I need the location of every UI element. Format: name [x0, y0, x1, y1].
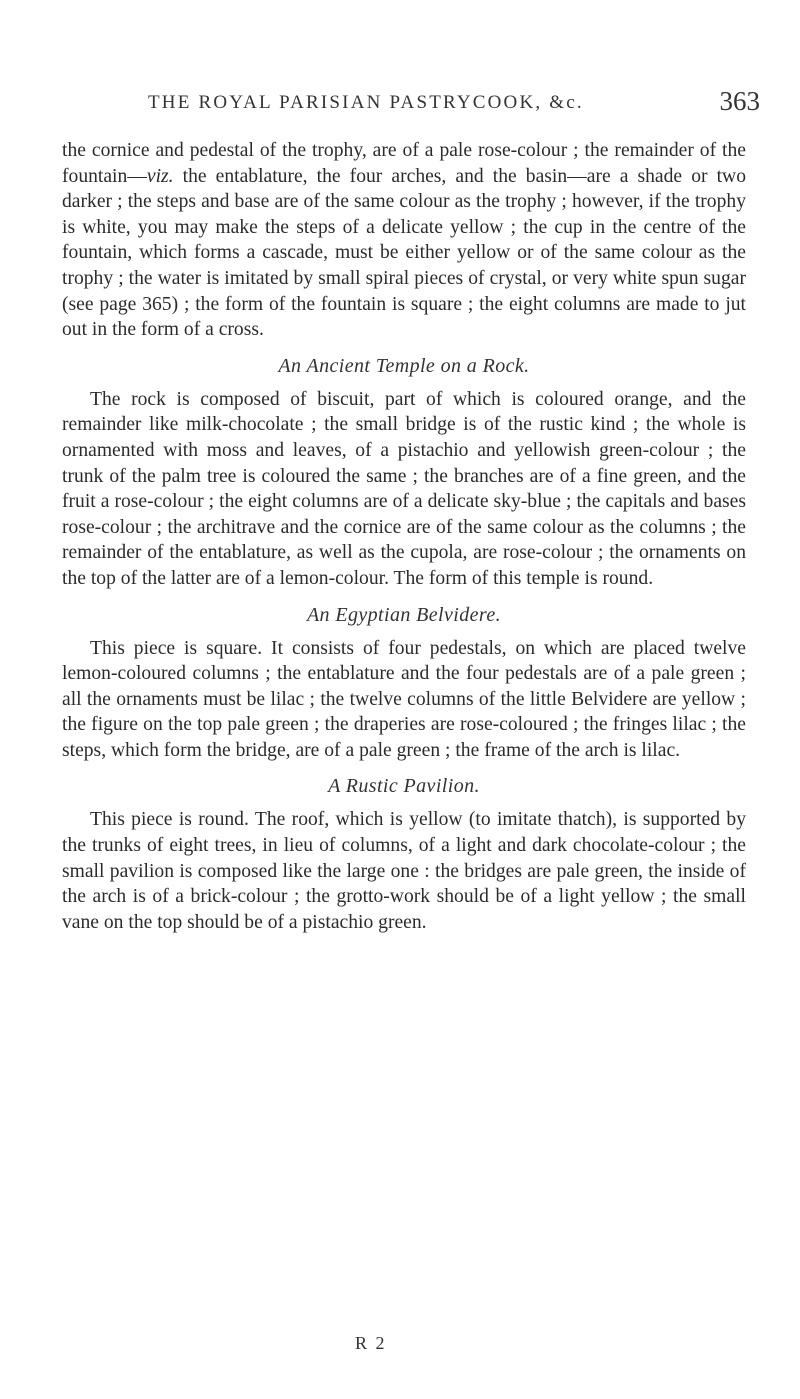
fountain-text-end: the entablature, the four arches, and the basin—are a shade or two darker ; the steps and base are of the same colour as the trophy ; however, if the trophy is white, you may make the steps of a delicate yellow ; the cup in the centre of the fountain, which forms a cascade, must be either yellow or of the same colour as the trophy ; the water is imitated by small spiral pieces of crystal, or very white spun sugar (see page 365) ; the form of the fountain is square ; the eight columns are made to jut out in the form of a cross. [62, 165, 746, 341]
viz-abbreviation: viz. [146, 165, 174, 187]
paragraph-ancient-temple: The rock is composed of biscuit, part of which is coloured orange, and the remainder like milk-chocolate ; the small bridge is of the rustic kind ; the whole is ornamented with moss and leaves, of a pistachio and yellowish green-colour ; the trunk of the palm tree is coloured the same ; the branches are of a fine green, and the fruit a rose-colour ; the eight columns are of a delicate sky-blue ; the capitals and bases rose-colour ; the architrave and the cornice are of the same colour as the columns ; the remainder of the entablature, as well as the cupola, are rose-colour ; the ornaments on the top of the latter are of a lemon-colour. The form of this temple is round. [62, 388, 746, 589]
body-text [62, 138, 746, 935]
running-head [60, 86, 760, 126]
running-title: THE ROYAL PARISIAN PASTRYCOOK, &c. [148, 92, 584, 113]
page-number: 363 [719, 86, 760, 116]
paragraph-rustic-pavilion: This piece is round. The roof, which is yellow (to imitate thatch), is supported by the trunks of eight trees, in lieu of columns, of a light and dark chocolate-colour ; the small pavilion is composed like the large one : the bridges are pale green, the inside of the arch is of a brick-colour ; the grotto-work should be of a light yellow ; the small vane on the top should be of a pistachio green. [62, 809, 746, 933]
heading-egyptian-belvidere: An Egyptian Belvidere. [306, 603, 502, 626]
fountain-text-start: the cornice and pedestal of the trophy, are of a pale rose-colour ; the remainder of the fountain— [62, 140, 746, 187]
heading-rustic-pavilion: A Rustic Pavilion. [328, 775, 480, 798]
heading-ancient-temple: An Ancient Temple on a Rock. [278, 354, 530, 377]
paragraph-egyptian-belvidere: This piece is square. It consists of four pedestals, on which are placed twelve lemon-coloured columns ; the entablature and the four pedestals are of a pale green ; all the ornaments must be lilac ; the twelve columns of the little Belvidere are yellow ; the figure on the top pale green ; the draperies are rose-coloured ; the fringes lilac ; the steps, which form the bridge, are of a pale green ; the frame of the arch is lilac. [62, 637, 746, 761]
signature-mark: R 2 [355, 1333, 387, 1353]
paragraph-fountain-continued [62, 138, 746, 343]
